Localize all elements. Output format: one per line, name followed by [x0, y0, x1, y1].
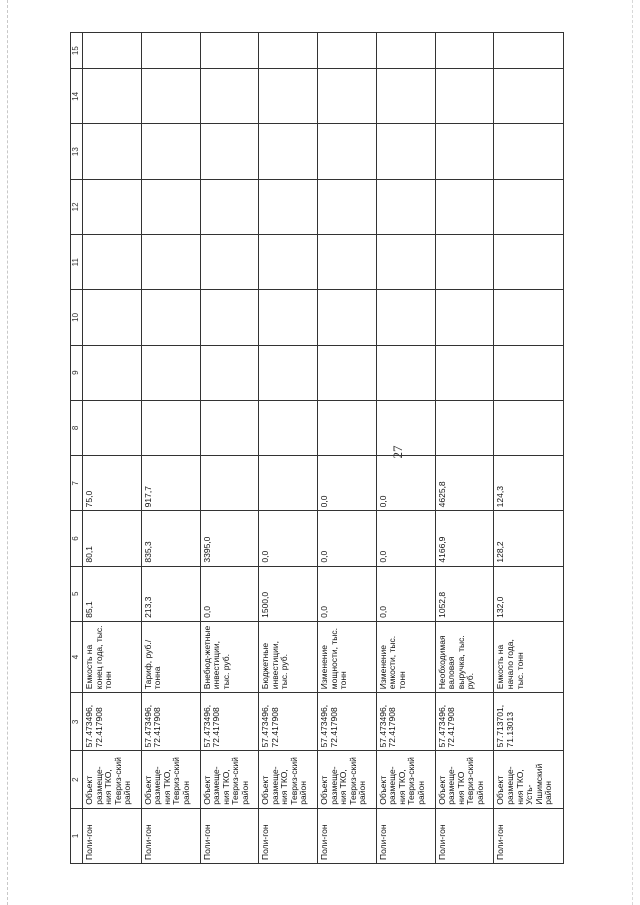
table-cell-col-10: [83, 290, 142, 345]
table-cell-col-1: Поли-гон: [318, 808, 377, 863]
column-header-1: 1: [71, 808, 83, 863]
scan-edge-left: [7, 0, 8, 905]
table-cell-col-12: [376, 179, 435, 234]
table-cell-col-8: [259, 400, 318, 455]
table-cell-col-12: [494, 179, 564, 234]
table-cell-col-3: 57.713701, 71.13013: [494, 693, 564, 751]
table-cell-col-6: 80,1: [83, 511, 142, 566]
table-cell-col-5: 213,3: [141, 566, 200, 621]
column-header-9: 9: [71, 345, 83, 400]
table-header-row: [71, 33, 83, 864]
table-cell-col-3: 57.473496, 72.417908: [259, 693, 318, 751]
table-cell-col-11: [200, 235, 259, 290]
table-cell-col-6: 0,0: [376, 511, 435, 566]
table-cell-col-7: 4625,8: [435, 456, 494, 511]
table-cell-col-15: [318, 33, 377, 69]
table-cell-col-5: 85,1: [83, 566, 142, 621]
table-cell-col-13: [259, 124, 318, 179]
table-cell-col-14: [200, 69, 259, 124]
table-cell-col-6: 0,0: [318, 511, 377, 566]
column-header-11: 11: [71, 235, 83, 290]
table-cell-col-4: Тариф, руб./тонна: [141, 621, 200, 692]
table-cell-col-2: Объект размеще-ния ТКО, Тевриз-ский район: [376, 751, 435, 808]
table-cell-col-8: [494, 400, 564, 455]
table-cell-col-8: [200, 400, 259, 455]
table-cell-col-11: [435, 235, 494, 290]
table-cell-col-13: [494, 124, 564, 179]
table-cell-col-5: 0,0: [376, 566, 435, 621]
table-cell-col-8: [141, 400, 200, 455]
table-cell-col-1: Поли-гон: [376, 808, 435, 863]
table-cell-col-7: 0,0: [376, 456, 435, 511]
table-cell-col-4: Емкость на начало года, тыс. тонн: [494, 621, 564, 692]
table-cell-col-10: [141, 290, 200, 345]
table-cell-col-8: [83, 400, 142, 455]
table-row: [318, 33, 377, 864]
table-cell-col-6: 4166,9: [435, 511, 494, 566]
table-cell-col-10: [259, 290, 318, 345]
table-cell-col-9: [141, 345, 200, 400]
table-cell-col-3: 57.473496, 72.417908: [83, 693, 142, 751]
table-cell-col-15: [259, 33, 318, 69]
table-cell-col-12: [200, 179, 259, 234]
table-cell-col-1: Поли-гон: [200, 808, 259, 863]
table-cell-col-15: [200, 33, 259, 69]
table-cell-col-5: 132,0: [494, 566, 564, 621]
table-cell-col-14: [494, 69, 564, 124]
table-cell-col-1: Поли-гон: [435, 808, 494, 863]
table-cell-col-15: [376, 33, 435, 69]
table-cell-col-4: Бюджетные инвестиции, тыс. руб.: [259, 621, 318, 692]
column-header-13: 13: [71, 124, 83, 179]
table-cell-col-14: [435, 69, 494, 124]
table-row: [141, 33, 200, 864]
table-cell-col-13: [376, 124, 435, 179]
table-cell-col-6: 0,0: [259, 511, 318, 566]
table-cell-col-12: [83, 179, 142, 234]
table-cell-col-5: 0,0: [318, 566, 377, 621]
table-cell-col-15: [435, 33, 494, 69]
table-cell-col-13: [435, 124, 494, 179]
table-cell-col-14: [259, 69, 318, 124]
table-cell-col-9: [83, 345, 142, 400]
table-cell-col-7: 124,3: [494, 456, 564, 511]
column-header-5: 5: [71, 566, 83, 621]
table-cell-col-5: 0,0: [200, 566, 259, 621]
column-header-2: 2: [71, 751, 83, 808]
table-row: [435, 33, 494, 864]
column-header-6: 6: [71, 511, 83, 566]
scan-edge-right: [632, 0, 633, 905]
table-cell-col-7: 0,0: [318, 456, 377, 511]
table-body: [83, 33, 564, 864]
column-header-14: 14: [71, 69, 83, 124]
table-cell-col-2: Объект размеще-ния ТКО, Тевриз-ский район: [83, 751, 142, 808]
table-cell-col-3: 57.473496, 72.417908: [200, 693, 259, 751]
table-cell-col-10: [435, 290, 494, 345]
table-cell-col-15: [83, 33, 142, 69]
table-cell-col-11: [259, 235, 318, 290]
table-cell-col-13: [200, 124, 259, 179]
table-cell-col-7: [200, 456, 259, 511]
table-cell-col-10: [494, 290, 564, 345]
data-table: [70, 32, 564, 864]
table-cell-col-15: [494, 33, 564, 69]
table-cell-col-2: Объект размеще-ния ТКО, Тевриз-ский район: [259, 751, 318, 808]
table-cell-col-7: 917,7: [141, 456, 200, 511]
table-cell-col-9: [435, 345, 494, 400]
table-cell-col-10: [376, 290, 435, 345]
table-cell-col-6: 835,3: [141, 511, 200, 566]
column-header-12: 12: [71, 179, 83, 234]
table-cell-col-3: 57.473496, 72.417908: [141, 693, 200, 751]
table-cell-col-2: Объект размеще-ния ТКО, Тевриз-ский район: [200, 751, 259, 808]
table-cell-col-12: [435, 179, 494, 234]
table-row: [259, 33, 318, 864]
table-cell-col-14: [141, 69, 200, 124]
table-cell-col-15: [141, 33, 200, 69]
table-cell-col-1: Поли-гон: [83, 808, 142, 863]
table-cell-col-11: [376, 235, 435, 290]
table-cell-col-1: Поли-гон: [259, 808, 318, 863]
column-header-7: 7: [71, 456, 83, 511]
table-cell-col-9: [200, 345, 259, 400]
table-cell-col-6: 128,2: [494, 511, 564, 566]
column-header-4: 4: [71, 621, 83, 692]
table-row: [83, 33, 142, 864]
column-header-3: 3: [71, 693, 83, 751]
table-cell-col-1: Поли-гон: [494, 808, 564, 863]
table-cell-col-9: [494, 345, 564, 400]
table-cell-col-14: [83, 69, 142, 124]
table-cell-col-1: Поли-гон: [141, 808, 200, 863]
table-row: [376, 33, 435, 864]
table-cell-col-4: Изменение емкости, тыс. тонн: [376, 621, 435, 692]
table-cell-col-11: [141, 235, 200, 290]
table-cell-col-2: Объект размеще-ния ТКО Тевриз-ский район: [435, 751, 494, 808]
table-cell-col-4: Изменение мощности, тыс. тонн: [318, 621, 377, 692]
table-cell-col-7: 75,0: [83, 456, 142, 511]
column-header-10: 10: [71, 290, 83, 345]
table-cell-col-11: [318, 235, 377, 290]
page-number: 27: [390, 445, 405, 459]
table-cell-col-9: [318, 345, 377, 400]
table-cell-col-2: Объект размеще-ния ТКО, Тевриз-ский район: [318, 751, 377, 808]
table-row: [494, 33, 564, 864]
table-cell-col-11: [494, 235, 564, 290]
table-cell-col-12: [259, 179, 318, 234]
table-cell-col-8: [435, 400, 494, 455]
table-cell-col-13: [318, 124, 377, 179]
table-cell-col-3: 57.473496, 72.417908: [376, 693, 435, 751]
table-cell-col-9: [376, 345, 435, 400]
table-cell-col-12: [141, 179, 200, 234]
table-cell-col-5: 1500,0: [259, 566, 318, 621]
table-cell-col-14: [376, 69, 435, 124]
table-cell-col-13: [141, 124, 200, 179]
table-cell-col-6: 3395,0: [200, 511, 259, 566]
table-cell-col-3: 57.473496, 72.417908: [435, 693, 494, 751]
column-header-15: 15: [71, 33, 83, 69]
table-cell-col-2: Объект размеще-ния ТКО, Тевриз-ский район: [141, 751, 200, 808]
table-cell-col-10: [318, 290, 377, 345]
table-cell-col-12: [318, 179, 377, 234]
table-cell-col-4: Необходимая валовая выручка, тыс. руб.: [435, 621, 494, 692]
table-cell-col-5: 1052,8: [435, 566, 494, 621]
table-cell-col-7: [259, 456, 318, 511]
table-cell-col-10: [200, 290, 259, 345]
table-cell-col-4: Внебюд-жетные инвестиции, тыс. руб.: [200, 621, 259, 692]
table-cell-col-14: [318, 69, 377, 124]
table-cell-col-13: [83, 124, 142, 179]
table-cell-col-11: [83, 235, 142, 290]
table-row: [200, 33, 259, 864]
column-header-8: 8: [71, 400, 83, 455]
table-cell-col-9: [259, 345, 318, 400]
table-cell-col-3: 57.473496, 72.417908: [318, 693, 377, 751]
table-cell-col-4: Емкость на конец года, тыс. тонн: [83, 621, 142, 692]
table-cell-col-8: [318, 400, 377, 455]
table-cell-col-8: [376, 400, 435, 455]
table-cell-col-2: Объект размеще-ния ТКО, Усть-Ишимский район: [494, 751, 564, 808]
rotated-table-container: [70, 32, 564, 864]
